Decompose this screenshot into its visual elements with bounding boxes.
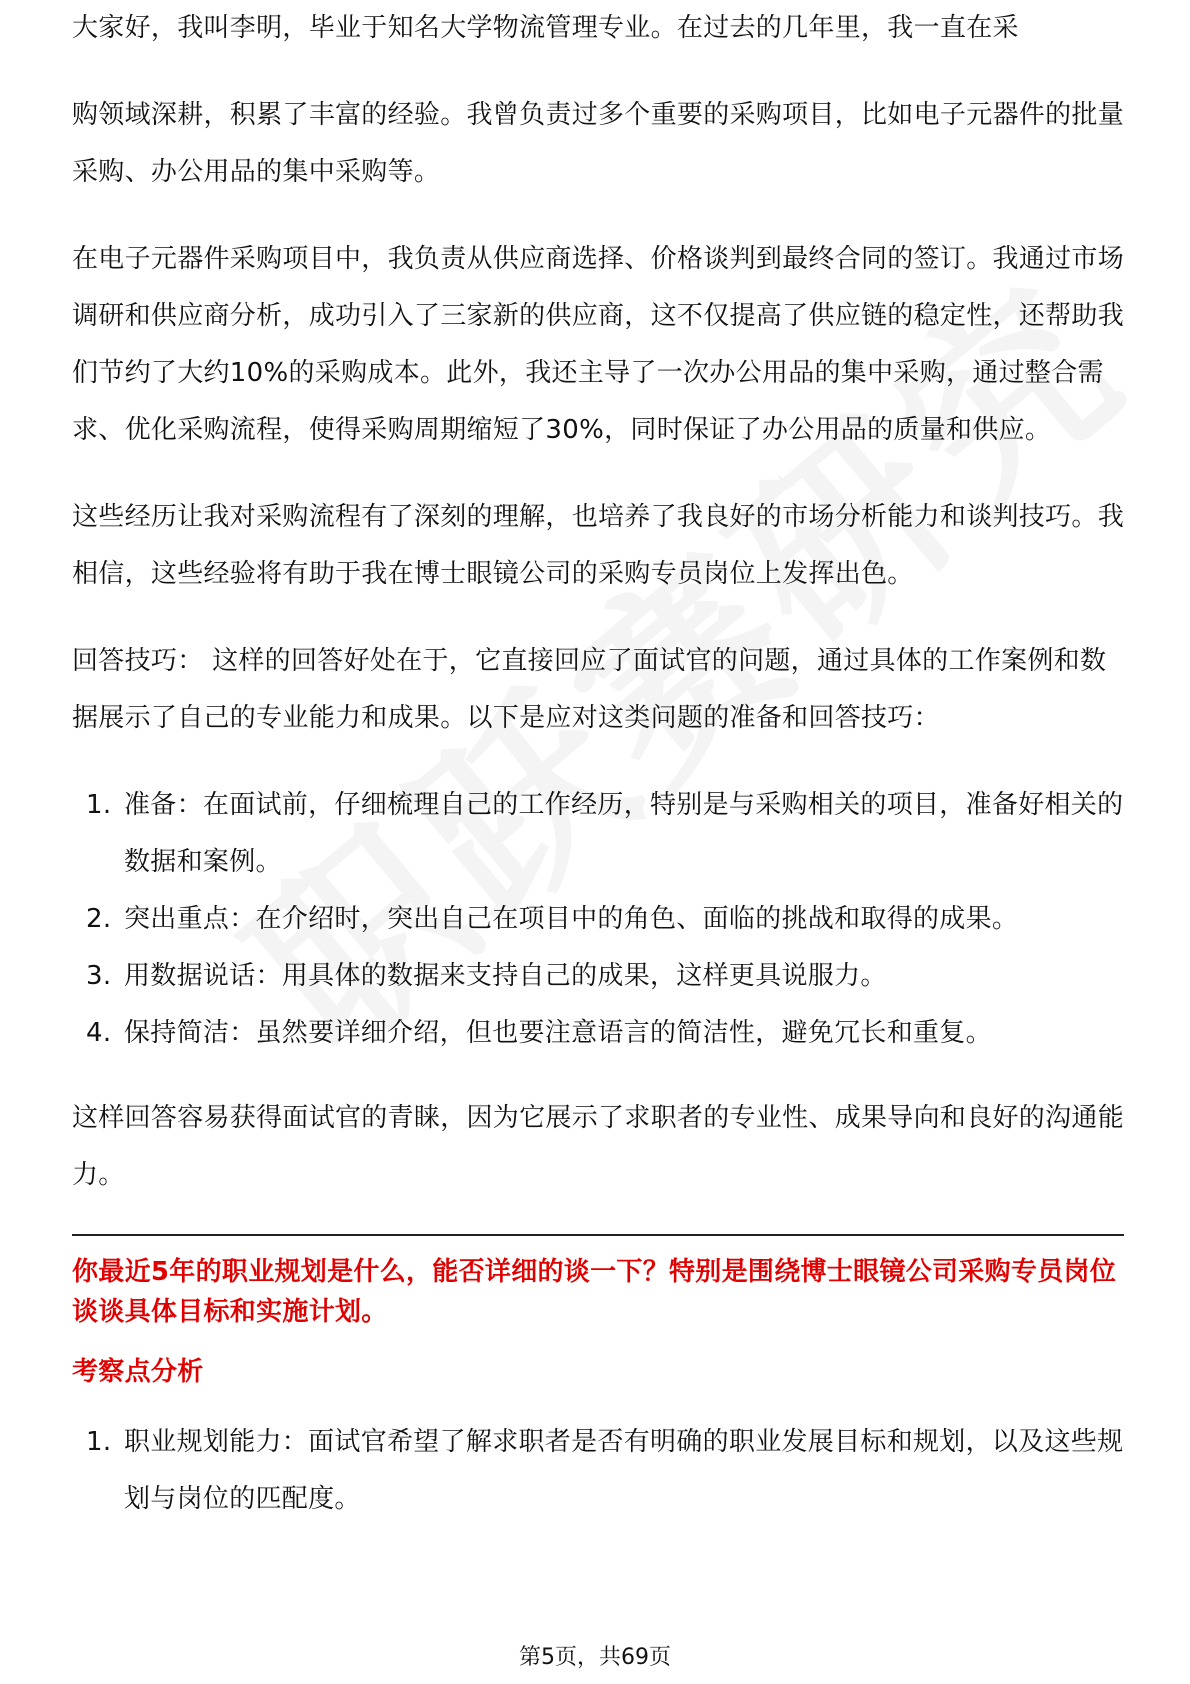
list-item [72, 1005, 1124, 1062]
list-item [72, 1414, 1124, 1528]
conclusion-paragraph: 这样回答容易获得面试官的青睐，因为它展示了求职者的专业性、成果导向和良好的沟通能力。 [72, 1103, 1125, 1190]
list-item [72, 891, 1124, 948]
interview-question: 你最近5年的职业规划是什么，能否详细的谈一下？特别是围绕博士眼镜公司采购专员岗位谈谈具体目标和实施计划。 [72, 1257, 1117, 1327]
cut-off-text: 大家好，我叫李明，毕业于知名大学物流管理专业。在过去的几年里，我一直在采 [72, 13, 1019, 43]
list-item [72, 777, 1124, 891]
analysis-heading: 考察点分析 [72, 1357, 204, 1387]
section-divider [72, 1234, 1124, 1236]
list-item-text: 保持简洁：虽然要详细介绍，但也要注意语言的简洁性，避免冗长和重复。 [124, 1018, 992, 1048]
tips-list [72, 777, 1124, 1062]
list-item-number: 4. [86, 1018, 112, 1048]
project-paragraph: 在电子元器件采购项目中，我负责从供应商选择、价格谈判到最终合同的签订。我通过市场调研和供应商分析，成功引入了三家新的供应商，这不仅提高了供应链的稳定性，还帮助我们节约了大约10%的采购成本。此外，我还主导了一次办公用品的集中采购，通过整合需求、优化采购流程，使得采购周期缩短了30%，同时保证了办公用品的质量和供应。 [72, 244, 1125, 445]
list-item-number: 3. [86, 961, 112, 991]
list-item-text: 职业规划能力：面试官希望了解求职者是否有明确的职业发展目标和规划，以及这些规划与岗位的匹配度。 [124, 1427, 1124, 1514]
cut-off-line [72, 13, 1124, 87]
list-item-text: 准备：在面试前，仔细梳理自己的工作经历，特别是与采购相关的项目，准备好相关的数据和案例。 [124, 790, 1124, 877]
list-item-text: 突出重点：在介绍时，突出自己在项目中的角色、面临的挑战和取得的成果。 [124, 904, 1019, 934]
intro-paragraph: 购领域深耕，积累了丰富的经验。我曾负责过多个重要的采购项目，比如电子元器件的批量采购、办公用品的集中采购等。 [72, 100, 1125, 187]
summary-paragraph: 这些经历让我对采购流程有了深刻的理解，也培养了我良好的市场分析能力和谈判技巧。我相信，这些经验将有助于我在博士眼镜公司的采购专员岗位上发挥出色。 [72, 502, 1125, 589]
list-item-number: 2. [86, 904, 112, 934]
list-item [72, 948, 1124, 1005]
analysis-list [72, 1414, 1124, 1528]
page-number: 第5页，共69页 [519, 1645, 671, 1670]
document-body [72, 13, 1125, 1556]
list-item-number: 1. [86, 1427, 112, 1457]
tips-intro-paragraph: 回答技巧： 这样的回答好处在于，它直接回应了面试官的问题，通过具体的工作案例和数据展示了自己的专业能力和成果。以下是应对这类问题的准备和回答技巧： [72, 646, 1107, 733]
list-item-text: 用数据说话：用具体的数据来支持自己的成果，这样更具说服力。 [124, 961, 887, 991]
list-item-number: 1. [86, 790, 112, 820]
